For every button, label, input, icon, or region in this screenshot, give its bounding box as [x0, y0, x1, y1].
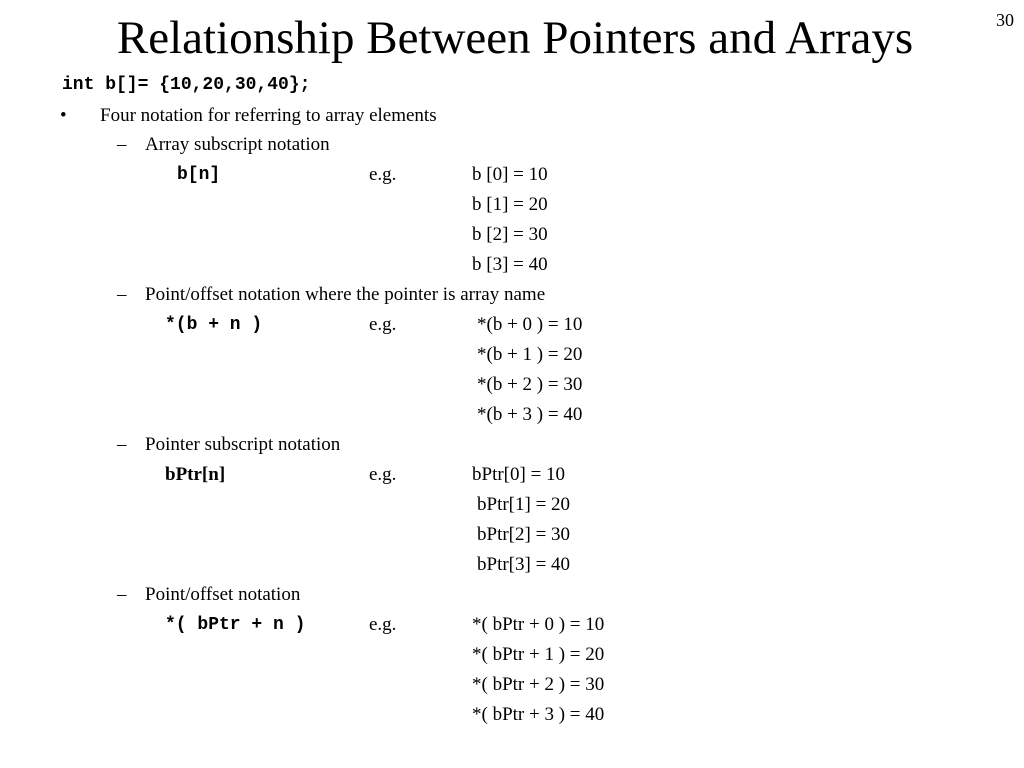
example-row: [0, 220, 1024, 250]
dash-marker: –: [117, 284, 127, 305]
example-row: [0, 190, 1024, 220]
example-value: *(b + 1 ) = 20: [477, 344, 583, 365]
example-row: [0, 670, 1024, 700]
eg-label: e.g.: [369, 614, 397, 635]
example-value: bPtr[1] = 20: [477, 494, 571, 515]
example-value: bPtr[2] = 30: [477, 524, 571, 545]
section-heading-row: [0, 280, 1024, 310]
section-heading: Point/offset notation where the pointer is array name: [145, 284, 546, 305]
eg-label: e.g.: [369, 164, 397, 185]
example-row: [0, 400, 1024, 430]
example-value: *( bPtr + 0 ) = 10: [472, 614, 605, 635]
notation-syntax: *(b + n ): [165, 315, 263, 335]
example-value: *( bPtr + 2 ) = 30: [472, 674, 605, 695]
notation-syntax: bPtr[n]: [165, 464, 226, 485]
section-heading-row: [0, 580, 1024, 610]
dash-marker: –: [117, 434, 127, 455]
example-row: [0, 520, 1024, 550]
example-row: [0, 250, 1024, 280]
example-value: bPtr[0] = 10: [472, 464, 566, 485]
eg-label: e.g.: [369, 314, 397, 335]
bullet-text: Four notation for referring to array elements: [100, 105, 437, 126]
example-value: *( bPtr + 1 ) = 20: [472, 644, 605, 665]
example-value: *(b + 3 ) = 40: [477, 404, 583, 425]
dash-marker: –: [117, 584, 127, 605]
example-row: [0, 370, 1024, 400]
example-value: b [1] = 20: [472, 194, 548, 215]
section-heading: Array subscript notation: [145, 134, 330, 155]
example-row: [0, 460, 1024, 490]
section-heading: Point/offset notation: [145, 584, 301, 605]
slide-title: Relationship Between Pointers and Arrays: [116, 12, 914, 64]
example-value: *(b + 0 ) = 10: [477, 314, 583, 335]
section-heading-row: [0, 430, 1024, 460]
example-value: b [0] = 10: [472, 164, 548, 185]
example-row: [0, 640, 1024, 670]
dash-marker: –: [117, 134, 127, 155]
example-row: [0, 610, 1024, 640]
example-row: [0, 340, 1024, 370]
bullet-marker: •: [60, 105, 67, 126]
notation-syntax: b[n]: [177, 165, 221, 185]
bullet-item: [60, 104, 437, 128]
section-heading: Pointer subscript notation: [145, 434, 341, 455]
notation-syntax: *( bPtr + n ): [165, 615, 306, 635]
example-value: b [2] = 30: [472, 224, 548, 245]
section-heading-row: [0, 130, 1024, 160]
example-value: *( bPtr + 3 ) = 40: [472, 704, 605, 725]
code-declaration: int b[]= {10,20,30,40};: [62, 75, 311, 95]
example-row: [0, 160, 1024, 190]
example-value: *(b + 2 ) = 30: [477, 374, 583, 395]
slide-number: 30: [996, 10, 1014, 30]
eg-label: e.g.: [369, 464, 397, 485]
example-row: [0, 700, 1024, 730]
example-row: [0, 490, 1024, 520]
example-row: [0, 310, 1024, 340]
example-row: [0, 550, 1024, 580]
example-value: bPtr[3] = 40: [477, 554, 571, 575]
example-value: b [3] = 40: [472, 254, 548, 275]
